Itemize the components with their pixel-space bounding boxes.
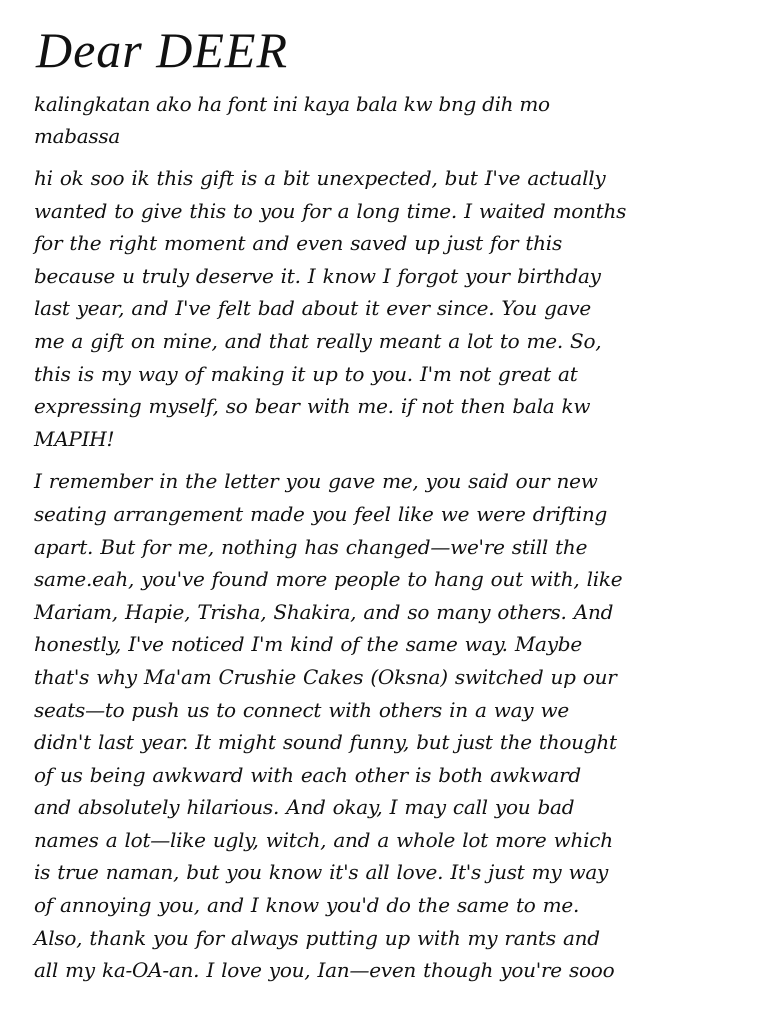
paragraph-line: Mariam, Hapie, Trisha, Shakira, and so many others. And	[34, 599, 614, 624]
paragraph-line: didn't last year. It might sound funny, but just the thought	[34, 730, 617, 755]
paragraph-1	[34, 162, 746, 455]
paragraph-line: same.eah, you've found more people to hang out with, like	[34, 567, 623, 592]
paragraph-line: hi ok soo ik this gift is a bit unexpected, but I've actually	[34, 166, 606, 190]
paragraph-line: seating arrangement made you feel like we were drifting	[34, 501, 608, 526]
paragraph-line: of us being awkward with each other is both awkward	[34, 762, 581, 787]
paragraph-line: I remember in the letter you gave me, you said our new	[34, 469, 598, 494]
paragraph-line: is true naman, but you know it's all love. It's just my way	[34, 860, 609, 885]
paragraph-line: me a gift on mine, and that really meant a lot to me. So,	[34, 328, 602, 353]
paragraph-line: this is my way of making it up to you. I'm not great at	[34, 361, 578, 386]
paragraph-line: seats—to push us to connect with others in a way we	[34, 697, 569, 722]
paragraph-2	[34, 465, 746, 987]
paragraph-line: last year, and I've felt bad about it ever since. You gave	[34, 296, 592, 321]
paragraph-line: for the right moment and even saved up just for this	[34, 231, 562, 256]
paragraph-line: names a lot—like ugly, witch, and a whole lot more which	[34, 827, 613, 852]
paragraph-line: of annoying you, and I know you'd do the same to me.	[34, 893, 580, 918]
paragraph-line: because u truly deserve it. I know I forgot your birthday	[34, 263, 601, 288]
note-line: kalingkatan ako ha font ini kaya bala kw bng dih mo	[34, 92, 550, 116]
paragraph-line: all my ka-OA-an. I love you, Ian—even though you're sooo	[34, 958, 615, 983]
paragraph-line: wanted to give this to you for a long time. I waited months	[34, 198, 627, 223]
letter-page	[34, 20, 746, 997]
paragraph-line: MAPIH!	[34, 426, 115, 451]
paragraph-line: that's why Ma'am Crushie Cakes (Oksna) switched up our	[34, 664, 617, 689]
note-line: mabassa	[34, 124, 120, 148]
paragraph-line: and absolutely hilarious. And okay, I may call you bad	[34, 795, 575, 820]
font-note	[34, 88, 746, 152]
paragraph-line: expressing myself, so bear with me. if not then bala kw	[34, 394, 591, 419]
paragraph-line: apart. But for me, nothing has changed—we're still the	[34, 534, 588, 559]
paragraph-line: honestly, I've noticed I'm kind of the same way. Maybe	[34, 632, 582, 657]
salutation: Dear DEER	[36, 22, 288, 78]
paragraph-line: Also, thank you for always putting up with my rants and	[34, 925, 600, 950]
